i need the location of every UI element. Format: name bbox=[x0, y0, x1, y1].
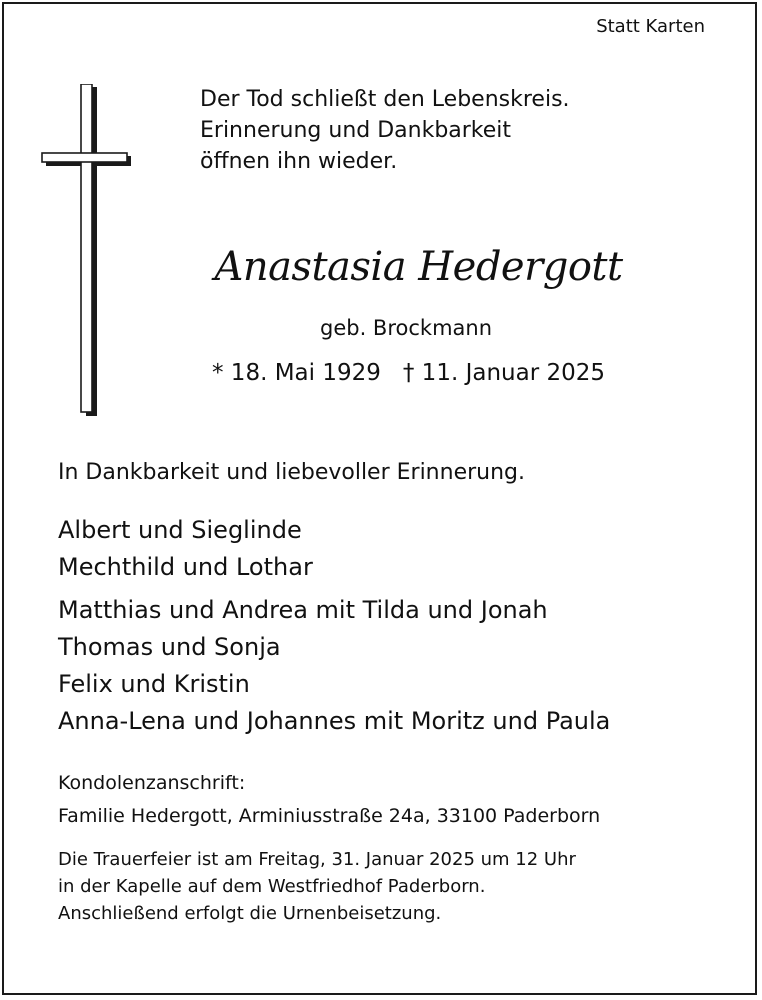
service-line: Anschließend erfolgt die Urnenbeisetzung. bbox=[58, 903, 442, 924]
deceased-name: Anastasia Hedergott bbox=[214, 244, 623, 290]
service-details bbox=[58, 846, 576, 927]
service-line: Die Trauerfeier ist am Freitag, 31. Januar 2025 um 12 Uhr bbox=[58, 849, 576, 870]
condolence-address-line: Familie Hedergott, Arminiusstraße 24a, 33100 Paderborn bbox=[58, 805, 601, 827]
life-dates bbox=[212, 360, 605, 386]
maiden-name: geb. Brockmann bbox=[320, 316, 493, 340]
mourner-line: Felix und Kristin bbox=[58, 670, 250, 698]
quote-line: Der Tod schließt den Lebenskreis. bbox=[200, 87, 570, 112]
mourner-line: Mechthild und Lothar bbox=[58, 553, 313, 581]
service-line: in der Kapelle auf dem Westfriedhof Paderborn. bbox=[58, 876, 486, 897]
notice-label: Statt Karten bbox=[596, 16, 705, 37]
quote-line: öffnen ihn wieder. bbox=[200, 149, 398, 174]
condolence-address bbox=[58, 767, 600, 833]
mourners-grandchildren bbox=[58, 592, 610, 740]
mourners-children bbox=[58, 512, 313, 586]
cross-icon bbox=[41, 84, 131, 416]
condolence-label: Kondolenzanschrift: bbox=[58, 772, 246, 794]
death-date: † 11. Januar 2025 bbox=[402, 360, 606, 386]
thanks-line: In Dankbarkeit und liebevoller Erinnerung. bbox=[58, 460, 525, 485]
memorial-quote bbox=[200, 84, 570, 177]
quote-line: Erinnerung und Dankbarkeit bbox=[200, 118, 512, 143]
mourner-line: Thomas und Sonja bbox=[58, 633, 281, 661]
mourner-line: Matthias und Andrea mit Tilda und Jonah bbox=[58, 596, 548, 624]
mourner-line: Albert und Sieglinde bbox=[58, 516, 302, 544]
mourner-line: Anna-Lena und Johannes mit Moritz und Paula bbox=[58, 707, 611, 735]
birth-date: * 18. Mai 1929 bbox=[212, 360, 381, 386]
